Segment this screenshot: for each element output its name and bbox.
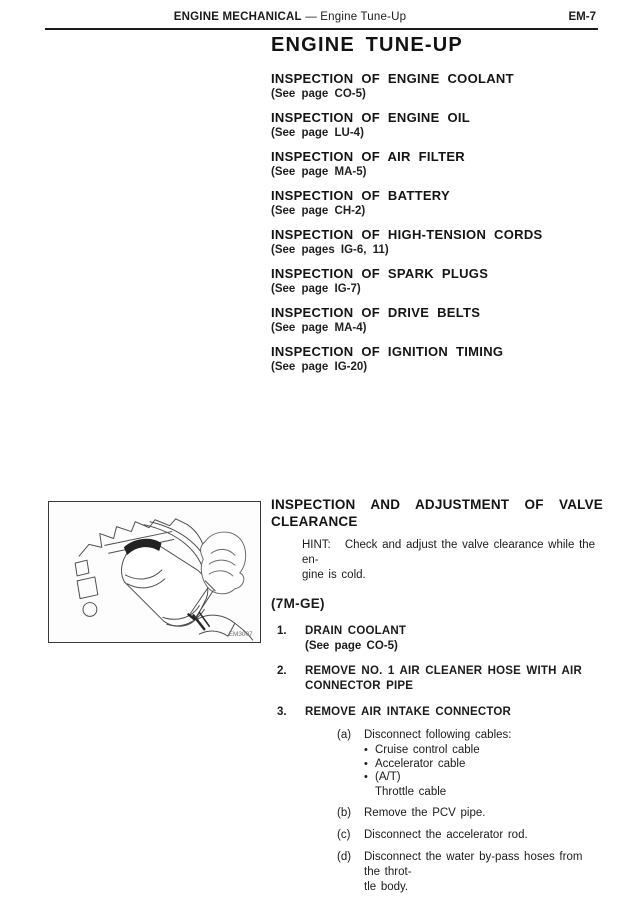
list-item: [364, 758, 603, 772]
substep-item: [337, 828, 603, 843]
figure-code-label: EM3007: [228, 631, 253, 639]
substep-text: Remove the PCV pipe.: [364, 807, 486, 819]
list-item: [364, 744, 603, 758]
inspection-heading: INSPECTION OF ENGINE COOLANT: [271, 71, 514, 86]
substep-label: (d): [337, 851, 352, 863]
air-cleaner-hose: [122, 539, 208, 626]
inspection-page-ref: (See page IG-20): [271, 361, 368, 373]
substep-label: (c): [337, 829, 351, 841]
figure-air-intake-connector: [48, 501, 261, 643]
step-item: [271, 664, 603, 694]
procedure-steps: [271, 624, 603, 902]
tune-up-section: [271, 33, 603, 382]
hint-note: [302, 538, 603, 583]
inspection-page-ref: (See page MA-5): [271, 166, 367, 178]
inspection-page-ref: (See page CH-2): [271, 205, 366, 217]
step-title-line2: CONNECTOR PIPE: [305, 680, 414, 692]
substep-label: (a): [337, 729, 352, 741]
list-item: [364, 771, 603, 785]
step-title: DRAIN COOLANT: [305, 625, 407, 637]
list-item: [271, 304, 603, 335]
inspection-heading: INSPECTION OF SPARK PLUGS: [271, 266, 489, 281]
substep-item: [337, 728, 603, 799]
header-section-title: ENGINE MECHANICAL: [173, 11, 302, 23]
header-rule: [45, 28, 598, 30]
cable-name: Cruise control cable: [375, 744, 480, 756]
list-item: [271, 343, 603, 374]
inspection-page-ref: (See page LU-4): [271, 127, 364, 139]
cable-name: (A/T): [375, 771, 401, 783]
substep-text-line2: tle body.: [364, 881, 409, 893]
substep-text-line1: Disconnect the water by-pass hoses from the throt-: [364, 851, 583, 878]
header-subsection: — Engine Tune-Up: [305, 11, 407, 23]
step-item: [271, 624, 603, 653]
cable-bullet-list: [364, 744, 603, 799]
section-heading-line1: INSPECTION AND ADJUSTMENT OF VALVE: [271, 497, 603, 512]
step-title-line1: REMOVE NO. 1 AIR CLEANER HOSE WITH AIR: [305, 665, 582, 677]
inspection-heading: INSPECTION OF IGNITION TIMING: [271, 344, 504, 359]
air-intake-connector-drawing: [49, 502, 260, 642]
page-code: EM-7: [568, 11, 596, 23]
hand-sketch: [201, 532, 246, 594]
substep-text: Disconnect following cables:: [364, 729, 512, 741]
step-number: 3.: [277, 706, 287, 718]
hint-line1: HINT: Check and adjust the valve clearance while the en-: [302, 539, 600, 566]
inspection-heading: INSPECTION OF BATTERY: [271, 188, 450, 203]
bullet-icon: •: [364, 744, 368, 756]
step-number: 1.: [277, 625, 287, 637]
inspection-page-ref: (See page MA-4): [271, 322, 367, 334]
section-heading-line2: CLEARANCE: [271, 514, 358, 529]
cable-name-continuation: Throttle cable: [375, 785, 447, 798]
bullet-icon: •: [364, 757, 368, 770]
inspection-page-ref: (See pages IG-6, 11): [271, 244, 389, 256]
inspection-heading: INSPECTION OF DRIVE BELTS: [271, 305, 481, 320]
section-heading: [271, 496, 603, 530]
bullet-icon: •: [364, 771, 368, 783]
inspection-heading: INSPECTION OF HIGH-TENSION CORDS: [271, 227, 543, 242]
step-title: REMOVE AIR INTAKE CONNECTOR: [305, 706, 512, 718]
list-item: [271, 148, 603, 179]
cable-name: Accelerator cable: [375, 757, 466, 770]
list-item: [271, 70, 603, 101]
substep-item: [337, 806, 603, 821]
inspection-page-ref: (See page CO-5): [271, 88, 366, 100]
hint-line2: gine is cold.: [302, 569, 366, 581]
step-item: [271, 705, 603, 902]
substep-item: [337, 850, 603, 895]
list-item: [271, 226, 603, 257]
substep-text: Disconnect the accelerator rod.: [364, 829, 528, 841]
substep-label: (b): [337, 807, 352, 819]
inspection-page-ref: (See page IG-7): [271, 283, 361, 295]
valve-clearance-section: [271, 496, 603, 904]
engine-model-label: (7M-GE): [271, 596, 325, 611]
list-item: [271, 187, 603, 218]
substeps: [337, 728, 603, 895]
step-page-ref: (See page CO-5): [305, 640, 398, 652]
inspection-heading: INSPECTION OF ENGINE OIL: [271, 110, 471, 125]
list-item: [271, 109, 603, 140]
step-number: 2.: [277, 665, 287, 677]
breadcrumb: [0, 11, 580, 23]
list-item: [271, 265, 603, 296]
inspection-heading: INSPECTION OF AIR FILTER: [271, 149, 465, 164]
page-title: ENGINE TUNE-UP: [271, 34, 463, 56]
